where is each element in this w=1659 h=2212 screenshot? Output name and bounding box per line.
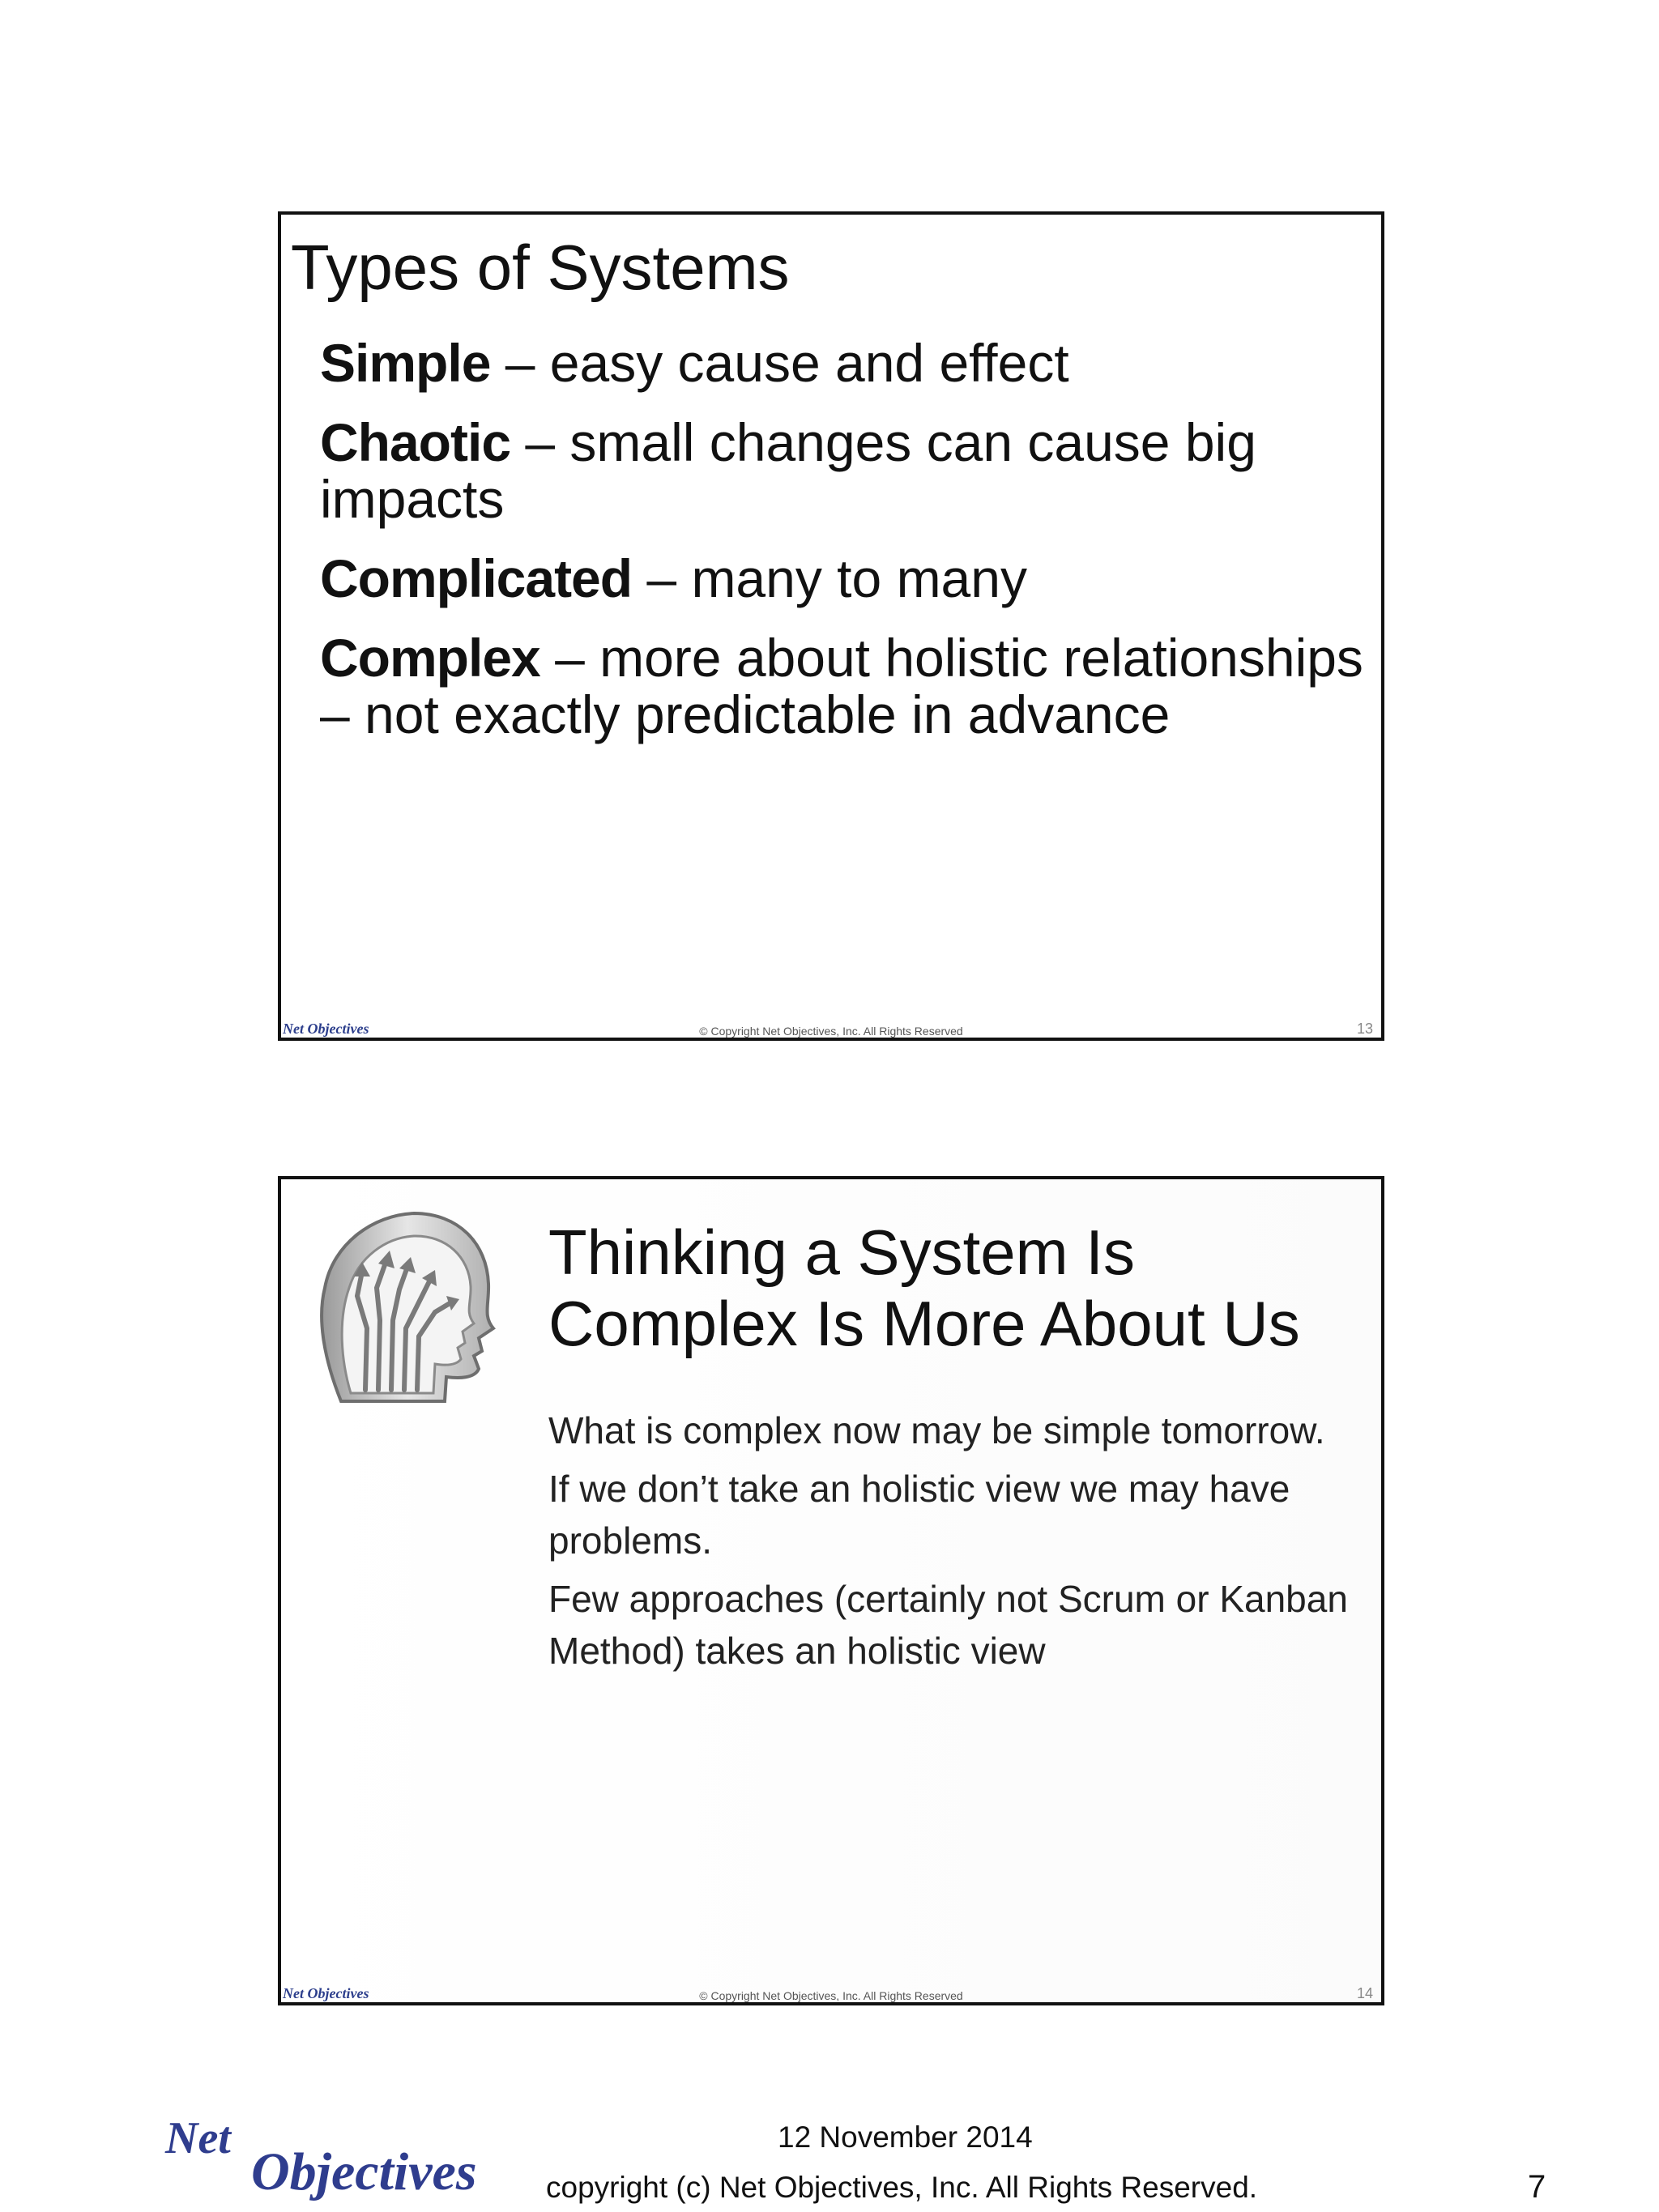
- slide-number: 13: [1356, 1021, 1373, 1037]
- list-item: [320, 414, 1365, 527]
- list-item: [320, 335, 1365, 391]
- net-objectives-logo: [162, 2112, 477, 2201]
- mini-logo: Net Objectives: [283, 1021, 369, 1037]
- slide-types-of-systems: [278, 211, 1384, 1041]
- mini-logo: Net Objectives: [283, 1985, 369, 2001]
- term: Complicated: [320, 548, 633, 608]
- term: Complex: [320, 628, 540, 688]
- slide-title: Types of Systems: [291, 232, 790, 303]
- list-item: [320, 550, 1365, 607]
- list-item: [320, 629, 1365, 743]
- page-date: 12 November 2014: [778, 2120, 1033, 2154]
- body-paragraph: If we don’t take an holistic view we may have problems.: [548, 1468, 1290, 1562]
- systems-list: [320, 335, 1365, 765]
- term: Simple: [320, 333, 491, 393]
- slide-footer: [281, 1016, 1381, 1038]
- slide-thinking-complex: [278, 1176, 1384, 2005]
- body-paragraph: What is complex now may be simple tomorrow.: [548, 1409, 1325, 1451]
- logo-objectives-text: Objectives: [251, 2142, 477, 2201]
- slide-title: Thinking a System Is Complex Is More About Us: [548, 1217, 1300, 1359]
- description: – many to many: [632, 548, 1027, 608]
- description: – more about holistic relationships – not exactly predictable in advance: [320, 628, 1363, 744]
- head-with-arrows-icon: [309, 1199, 503, 1417]
- slide-copyright: © Copyright Net Objectives, Inc. All Rights Reserved: [699, 1025, 963, 1038]
- slide-footer: [281, 1981, 1381, 2002]
- page-number: 7: [1528, 2169, 1546, 2205]
- slide-body: [548, 1404, 1358, 1683]
- logo-net-text: Net: [165, 2113, 231, 2163]
- description: – easy cause and effect: [490, 333, 1069, 393]
- slide-number: 14: [1356, 1985, 1373, 2001]
- description: – small changes can cause big impacts: [320, 412, 1256, 529]
- slide-copyright: © Copyright Net Objectives, Inc. All Rights Reserved: [699, 1989, 963, 2002]
- page-copyright: copyright (c) Net Objectives, Inc. All Rights Reserved.: [546, 2171, 1258, 2204]
- body-paragraph: Few approaches (certainly not Scrum or Kanban Method) takes an holistic view: [548, 1578, 1348, 1672]
- term: Chaotic: [320, 412, 511, 472]
